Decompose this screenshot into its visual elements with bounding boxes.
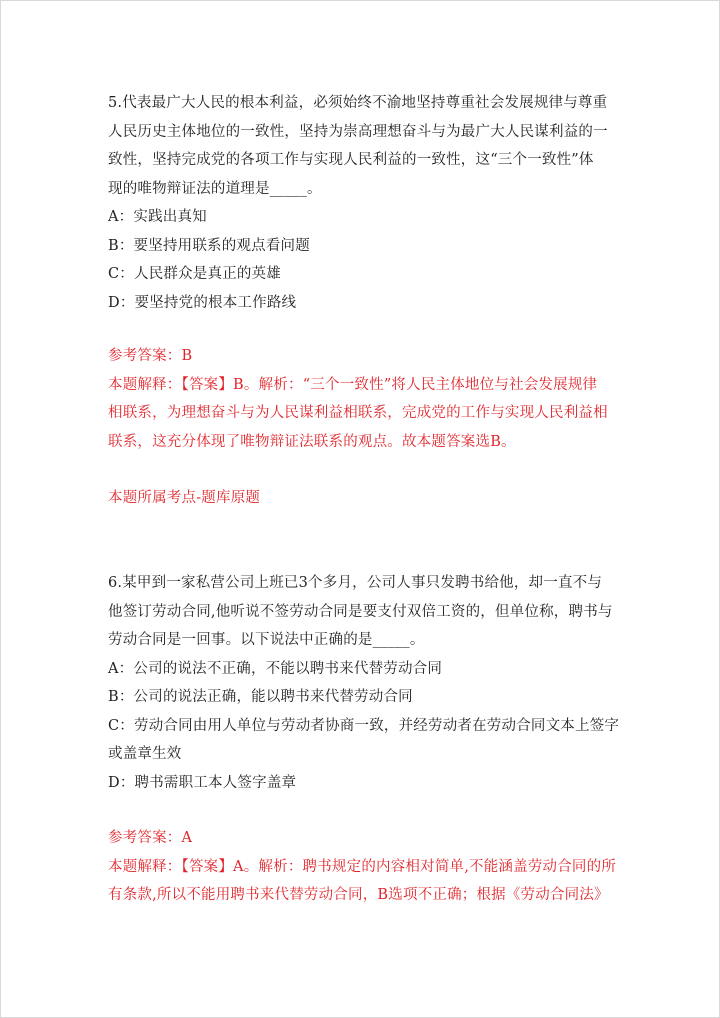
question-5-answer-block: [108, 342, 616, 456]
question-5-option-c: C：人民群众是真正的英雄: [108, 266, 281, 282]
question-6-answer-block: [108, 824, 616, 910]
question-5-stem-line: 5.代表最广大人民的根本利益，必须始终不渝地坚持尊重社会发展规律与尊重: [108, 95, 608, 111]
question-6-answer: 参考答案：A: [108, 830, 193, 846]
question-5-option-a: A：实践出真知: [108, 209, 207, 225]
question-6-option-b: B：公司的说法正确，能以聘书来代替劳动合同: [108, 689, 413, 705]
question-5-topic-block: [108, 484, 616, 513]
question-6-option-d: D：聘书需职工本人签字盖章: [108, 774, 297, 791]
question-6-option-a: A：公司的说法不正确，不能以聘书来代替劳动合同: [108, 660, 443, 677]
question-6-explanation-line: 有条款,所以不能用聘书来代替劳动合同，B选项不正确；根据《劳动合同法》: [108, 887, 609, 903]
question-5: [108, 89, 616, 317]
question-6: [108, 569, 620, 797]
question-6-explanation-line: 本题解释：【答案】A。解析：聘书规定的内容相对简单,不能涵盖劳动合同的所: [108, 858, 617, 875]
question-5-stem-line: 致性，坚持完成党的各项工作与实现人民利益的一致性，这“三个一致性”体: [108, 152, 594, 168]
question-6-stem-line: 他签订劳动合同,他听说不签劳动合同是要支付双倍工资的，但单位称，聘书与: [108, 603, 613, 620]
question-6-stem-line: 劳动合同是一回事。以下说法中正确的是_____。: [108, 632, 425, 648]
question-5-option-b: B：要坚持用联系的观点看问题: [108, 237, 310, 254]
question-5-stem-line: 现的唯物辩证法的道理是_____。: [108, 180, 322, 197]
question-6-option-c-continued: 或盖章生效: [108, 746, 182, 762]
question-6-option-c: C：劳动合同由用人单位与劳动者协商一致，并经劳动者在劳动合同文本上签字: [108, 717, 620, 734]
question-5-option-d: D：要坚持党的根本工作路线: [108, 294, 297, 311]
question-5-topic: 本题所属考点-题库原题: [108, 490, 261, 506]
question-5-stem-line: 人民历史主体地位的一致性，坚持为崇高理想奋斗与为最广大人民谋利益的一: [108, 123, 608, 140]
question-5-explanation-line: 相联系，为理想奋斗与为人民谋利益相联系，完成党的工作与实现人民利益相: [108, 405, 608, 421]
question-5-explanation-line: 本题解释：【答案】B。解析：“三个一致性”将人民主体地位与社会发展规律: [108, 376, 598, 393]
question-6-stem-line: 6.某甲到一家私营公司上班已3个多月，公司人事只发聘书给他，却一直不与: [108, 575, 603, 591]
question-5-answer: 参考答案：B: [108, 348, 193, 364]
question-5-explanation-line: 联系，这充分体现了唯物辩证法联系的观点。故本题答案选B。: [108, 433, 516, 450]
